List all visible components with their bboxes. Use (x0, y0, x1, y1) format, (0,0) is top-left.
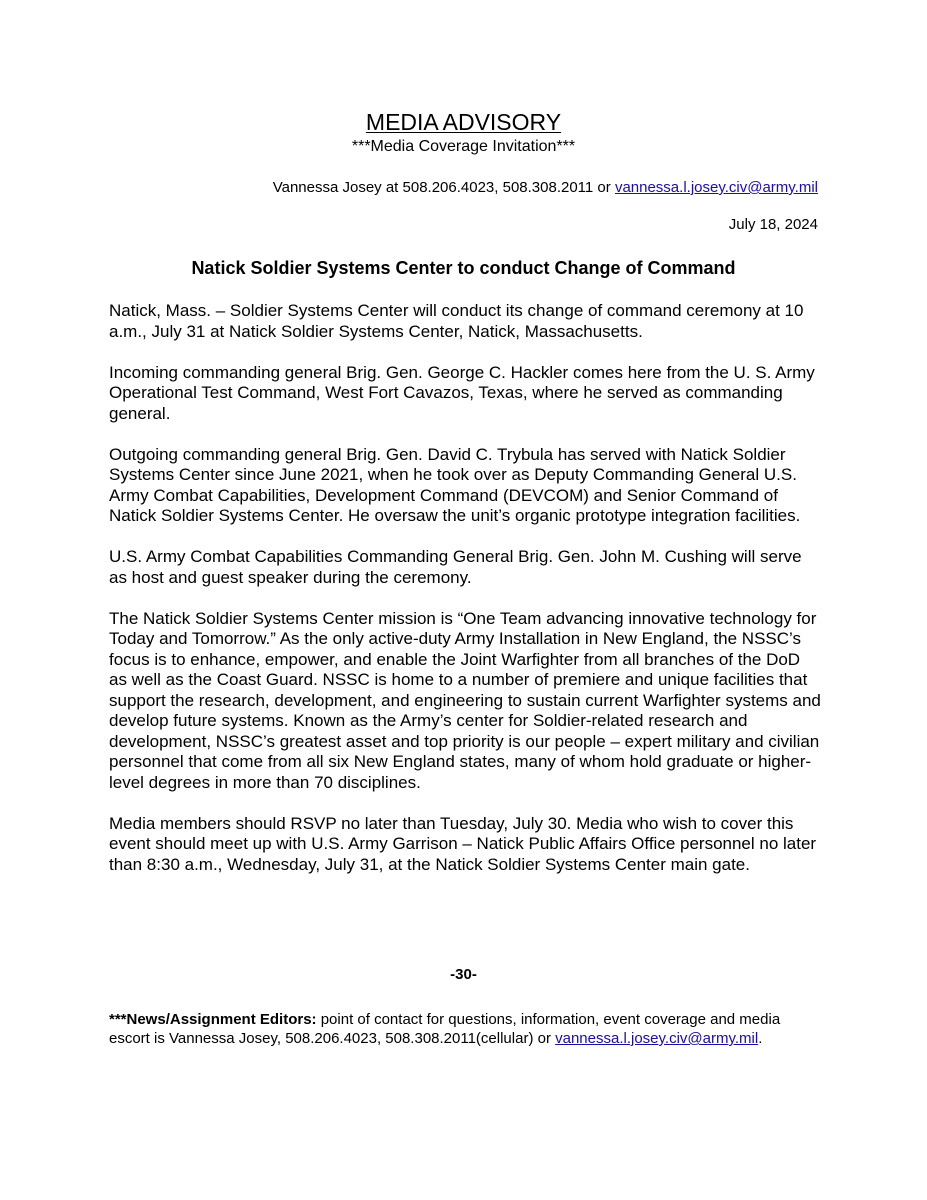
end-mark: -30- (450, 966, 477, 983)
paragraph-mission: The Natick Soldier Systems Center mission is “One Team advancing innovative technology for Today and Tomorrow.” As the only active-duty Army Installation in New England, the NSSC’s focus is to enhance, empower, and enable the Joint Warfighter from all branches of the DoD as well as the Coast Guard. NSSC is home to a number of premiere and unique facilities that support the research, development, and engineering to sustain current Warfighter systems and develop future systems. Known as the Army’s center for Soldier-related research and development, NSSC’s greatest asset and top priority is our people – expert military and civilian personnel that come from all six New England states, many of whom hold graduate or higher-level degrees in more than 70 disciplines. (109, 608, 821, 792)
editors-note-email-link[interactable]: vannessa.l.josey.civ@army.mil (555, 1030, 759, 1047)
editors-note-label: ***News/Assignment Editors: (109, 1011, 317, 1028)
body-text (109, 301, 821, 896)
paragraph-outgoing-general: Outgoing commanding general Brig. Gen. David C. Trybula has served with Natick Soldier Systems Center since June 2021, when he took over as Deputy Commanding General U.S. Army Combat Capabilities, Development Command (DEVCOM) and Senior Command of Natick Soldier Systems Center. He oversaw the unit’s organic prototype integration facilities. (109, 444, 801, 525)
paragraph-intro: Natick, Mass. – Soldier Systems Center will conduct its change of command ceremony at 10 a.m., July 31 at Natick Soldier Systems Center, Natick, Massachusetts. (109, 301, 804, 341)
contact-text: Vannessa Josey at 508.206.4023, 508.308.2011 or (272, 179, 615, 196)
page-title: MEDIA ADVISORY (365, 109, 562, 135)
paragraph-host-speaker: U.S. Army Combat Capabilities Commanding General Brig. Gen. John M. Cushing will serve as host and guest speaker during the ceremony. (109, 547, 802, 587)
release-date: July 18, 2024 (728, 216, 818, 233)
editors-note (109, 1010, 821, 1048)
contact-line (273, 179, 818, 196)
contact-email-link[interactable]: vannessa.l.josey.civ@army.mil (614, 179, 818, 196)
editors-note-suffix: . (758, 1030, 763, 1047)
headline: Natick Soldier Systems Center to conduct Change of Command (191, 258, 736, 278)
paragraph-rsvp: Media members should RSVP no later than Tuesday, July 30. Media who wish to cover this event should meet up with U.S. Army Garrison – Natick Public Affairs Office personnel no later than 8:30 a.m., Wednesday, July 31, at the Natick Soldier Systems Center main gate. (109, 813, 817, 874)
paragraph-incoming-general: Incoming commanding general Brig. Gen. George C. Hackler comes here from the U. S. Army Operational Test Command, West Fort Cavazos, Texas, where he served as commanding general. (109, 362, 815, 423)
editors-note-text: point of contact for questions, information, event coverage and media escort is Vannessa Josey, 508.206.4023, 508.308.2011(cellular) or (109, 1011, 781, 1047)
page-subtitle: ***Media Coverage Invitation*** (351, 138, 576, 155)
